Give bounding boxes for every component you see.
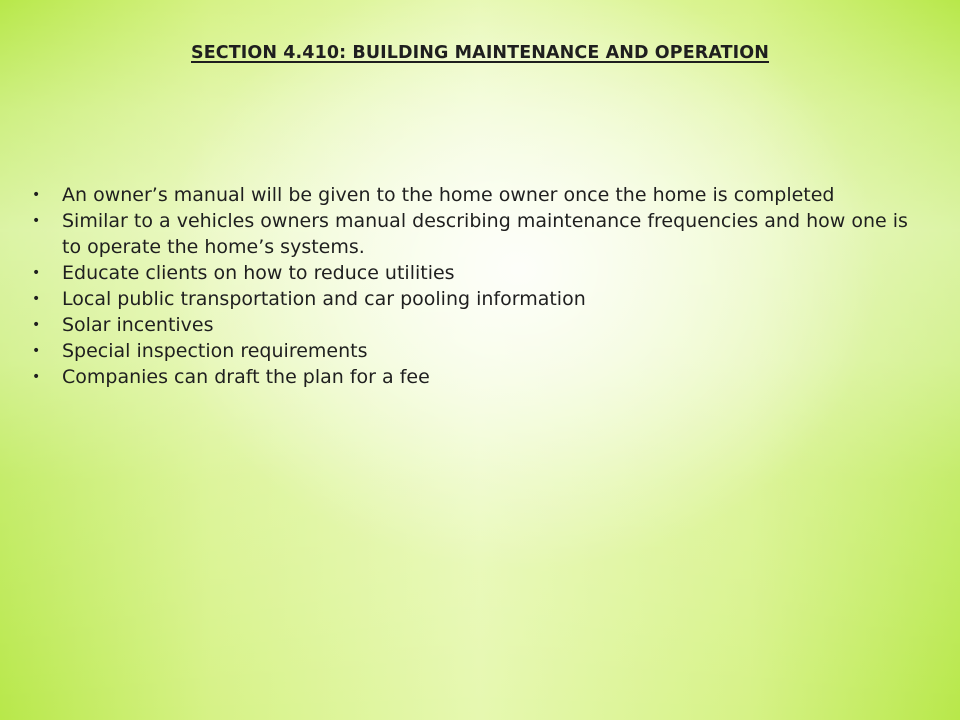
slide-title-text: SECTION 4.410: BUILDING MAINTENANCE AND OPERATION [191, 43, 769, 63]
slide-title [0, 40, 960, 66]
bullet-icon: • [32, 317, 41, 333]
bullet-text: Educate clients on how to reduce utilities [62, 262, 455, 284]
bullet-icon: • [32, 187, 41, 203]
bullet-item [30, 312, 910, 338]
bullet-text: Special inspection requirements [62, 340, 368, 362]
bullet-text: An owner’s manual will be given to the home owner once the home is completed [62, 184, 835, 206]
bullet-icon: • [32, 369, 41, 385]
bullet-item [30, 208, 910, 260]
bullet-icon: • [32, 343, 41, 359]
bullet-text: Local public transportation and car pooling information [62, 288, 586, 310]
bullet-text: Similar to a vehicles owners manual describing maintenance frequencies and how one is to operate the home’s systems. [62, 210, 908, 258]
bullet-item [30, 286, 910, 312]
bullet-list [30, 182, 910, 390]
bullet-item [30, 338, 910, 364]
bullet-icon: • [32, 213, 41, 229]
bullet-icon: • [32, 265, 41, 281]
bullet-icon: • [32, 291, 41, 307]
bullet-text: Companies can draft the plan for a fee [62, 366, 430, 388]
bullet-item [30, 364, 910, 390]
bullet-text: Solar incentives [62, 314, 214, 336]
bullet-item [30, 182, 910, 208]
bullet-item [30, 260, 910, 286]
